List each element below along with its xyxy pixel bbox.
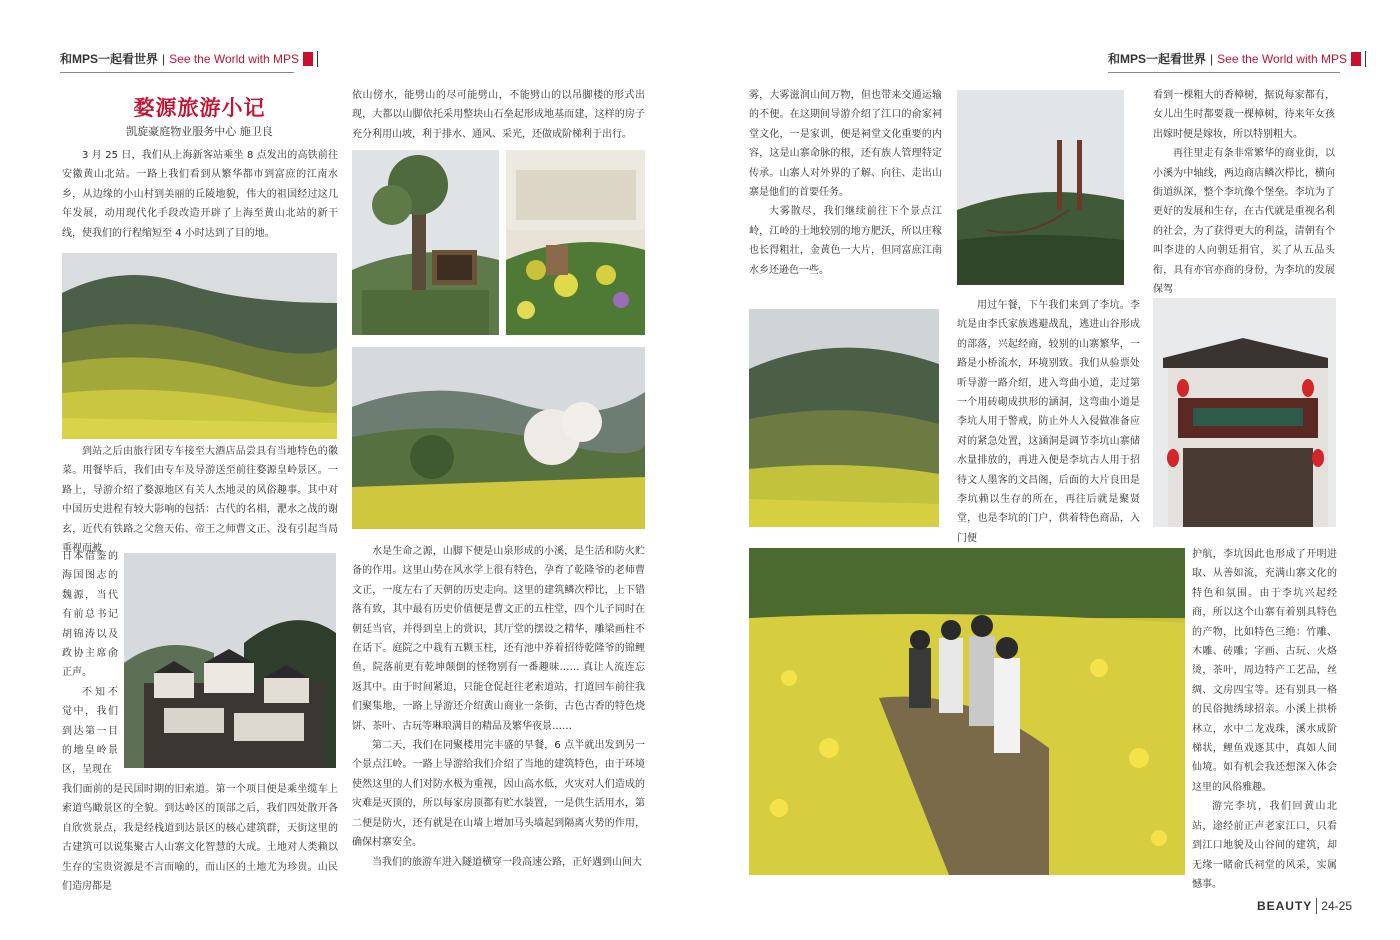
header-red-block bbox=[1351, 52, 1361, 66]
paragraph: 3 月 25 日，我们从上海新客站乘坐 8 点发出的高铁前往安徽黄山北站。一路上我们看到从繁华都市到富庶的江南水乡，从边缘的小山村到美丽的丘陵地貌，伟大的祖国经过这几年发展，动用现代化手段改造开辟了上海至黄山北站的新干线，使我们的行程缩短至 4 小时达到了目的地。 bbox=[62, 150, 338, 239]
paragraph: 依山傍水，能劈山的尽可能劈山，不能劈山的以吊脚楼的形式出现，大都以山脚依托采用整块山石垒起形成地基而建，这样的房子充分利用山坡，利于排水、通风、采光，还做成阶梯利于出行。 bbox=[352, 90, 645, 140]
header-cn: 和MPS一起看世界 bbox=[1108, 52, 1207, 66]
paragraph: 到站之后由旅行团专车接至大酒店品尝具有当地特色的徽菜。用餐毕后，我们由专车及导游送至前往婺源皇岭景区。一路上，导游介绍了婺源地区有关人杰地灵的风俗趣事。其中对中国历史进程有较大影响的包括：古代的名相，淝水之战的谢玄，近代有铁路之父詹天佑、帝王之师曹文正、没有引起当局重视而被 bbox=[62, 446, 338, 555]
col2-body bbox=[352, 542, 645, 872]
page-numbers: 24-25 bbox=[1321, 899, 1352, 913]
photo-ancient-building bbox=[1153, 298, 1336, 527]
col6-body bbox=[1192, 545, 1337, 894]
col1-closing bbox=[62, 780, 338, 896]
paragraph: 不知不觉中，我们到达第一目的地皇岭景区，呈现在 bbox=[62, 686, 118, 776]
paragraph: 当我们的旅游车进入隧道横穿一段高速公路，正好遇到山间大 bbox=[372, 856, 642, 868]
header-red-block bbox=[303, 52, 313, 66]
left-header-rule bbox=[60, 72, 294, 73]
col2-top bbox=[352, 86, 645, 144]
header-separator: | bbox=[1210, 51, 1214, 66]
col3-body bbox=[749, 86, 942, 280]
left-page-header bbox=[60, 50, 318, 67]
paragraph: 水是生命之源，山脚下便是山泉形成的小溪，是生活和防火贮备的作用。这里山势在风水学上很有特色，孕育了乾隆爷的老师曹文正，一度左右了天朝的历史走向。这里的建筑鳞次栉比，上下错落有致，其中最有历史价值便是曹文正的五柱堂，四个儿子同时在朝廷当官，并得到皇上的赏识，其厅堂的摆设之精华，雕梁画柱不在话下。庭院之中栽有五颗玉柱，还有池中养着招待乾隆爷的锦鲤鱼，院落前更有乾坤颠倒的怪物别有一番趣味…… 真让人流连忘返其中。由于时间紧迫，只能仓促赶往老索道站，打道回车前往我们聚集地，一路上导游还介绍黄山商业一条街，古色古香的特色烧饼、茶叶、古玩等琳琅满目的精品及繁华夜景…… bbox=[352, 546, 645, 732]
col5-body bbox=[1153, 86, 1335, 299]
col1-intro bbox=[62, 146, 338, 243]
article-author: 凯旋豪庭物业服务中心 施卫良 bbox=[126, 125, 273, 138]
photo-old-tree-sign bbox=[352, 150, 499, 335]
paragraph: 我们面前的是民国时期的旧索道。第一个项目便是乘坐缆车上索道鸟瞰景区的全貌。到达岭区的顶部之后，我们四处散开各自欣赏景点，我是经栈道到达景区的核心建筑群，天街这里的古建筑可以说集聚古人山寨文化智慧的大成。土地对人类赖以生存的宝贵资源是不言而喻的，而山区的土地尤为珍贵。山民们造房都是 bbox=[62, 784, 338, 893]
header-separator: | bbox=[162, 51, 166, 66]
col4-body bbox=[957, 296, 1140, 548]
paragraph: 看到一棵粗大的香樟树，据说每家都有，女儿出生时都要栽一棵樟树，待来年女孩出嫁时便是嫁妆，所以特别粗大。 bbox=[1153, 90, 1335, 140]
paragraph: 雾，大雾滋润山间万物，但也带来交通运输的不便。在这期间导游介绍了江口的俞家祠堂文化，一是家训，便是祠堂文化重要的内容，这是山寨命脉的根，还有族人管理特定传承。山寨人对外界的了解、向往、走出山寨是他们的首要任务。 bbox=[749, 90, 942, 199]
header-en: See the World with MPS bbox=[1217, 51, 1347, 66]
paragraph: 用过午餐，下午我们来到了李坑。李坑是由李氏家族逃避战乱，逃进山谷形成的部落，兴起经商，较别的山寨繁华，一路是小桥流水，环境别致。我们从验票处听导游一路介绍，进入弯曲小道，走过第一个用砖砌成拱形的涵洞，这弯曲小道是李坑人用于警戒，防止外人入侵做准备应对的紧急处置，这涵洞是调节李坑山寨储水量排放的，再进入便是李坑古人用于招待文人墨客的文昌阁，后面的大片良田是李坑赖以生存的所在，再往后就是聚贤堂，也是李坑的门户，供着特色商品，入门便 bbox=[957, 300, 1140, 544]
photo-group-rapeseed-field bbox=[749, 548, 1185, 875]
article-title: 婺源旅游小记 bbox=[133, 95, 266, 120]
header-bar bbox=[317, 51, 318, 67]
photo-suspension-bridge bbox=[957, 90, 1124, 285]
photo-flower-garden bbox=[506, 150, 645, 335]
page-footer bbox=[1257, 898, 1352, 914]
photo-terraced-hills bbox=[62, 253, 337, 439]
photo-blossom-valley bbox=[352, 347, 645, 529]
header-en: See the World with MPS bbox=[169, 51, 299, 66]
paragraph: 护航，李坑因此也形成了开明进取、从善如流，充满山寨文化的特色和氛围。由于李坑兴起经商，所以这个山寨有着别具特色的产物，比如特色三绝：竹雕、木雕、砖雕；字画、古玩、火烙烫，茶叶，周边特产工艺品，丝绸、文房四宝等。还有别具一格的民俗抛绣球招亲。小溪上拱桥林立，水中二龙戏珠，溪水成阶梯状，鲤鱼戏逐其中，真如人间仙境。如有机会我还想深入体会这里的风俗雅趣。 bbox=[1192, 549, 1337, 793]
paragraph: 游完李坑，我们回黄山北站，途经前正声老家江口，只看到江口地貌及山谷间的建筑，却无缘一睹俞氏祠堂的风采，实属憾事。 bbox=[1192, 801, 1337, 890]
paragraph: 大雾散尽，我们继续前往下个景点江岭，江岭的土地较别的地方肥沃，所以庄稼也长得粗壮，金黄色一大片，但同富庶江南水乡还逊色一些。 bbox=[749, 206, 942, 276]
photo-valley-fields bbox=[749, 309, 939, 527]
header-bar bbox=[1365, 51, 1366, 67]
right-header-rule bbox=[1108, 72, 1340, 73]
paragraph: 第二天，我们在同聚楼用完丰盛的早餐，6 点半就出发到另一个景点江岭。一路上导游给我们介绍了当地的建筑特色，由于环境使然这里的人们对防水极为重视，因山高水低，火灾对人们造成的灾难是灭顶的，所以每家房顶都有贮水装置，一是供生活用水，第二便是防火，还有就是在山墙上增加马头墙起到隔离火势的作用，确保村寨安全。 bbox=[352, 740, 645, 849]
footer-brand: BEAUTY bbox=[1256, 899, 1313, 913]
paragraph: 再往里走有条非常繁华的商业街，以小溪为中轴线，两边商店鳞次栉比，横向街道纵深，整个李坑像个堡垒。李坑为了更好的发展和生存，在古代就是重视名利的社会，为了获得更大的利益，清朝有个叫李进的人向朝廷捐官，买了从五品头衔，具有亦官亦商的身份，为李坑的发展保驾 bbox=[1153, 148, 1335, 296]
footer-bar bbox=[1316, 898, 1317, 914]
right-page-header bbox=[1108, 50, 1366, 67]
photo-village-hillside bbox=[124, 553, 336, 768]
paragraph: 日本借鉴的海国图志的魏源，当代有前总书记胡锦涛以及政协主席俞正声。 bbox=[62, 551, 118, 679]
header-cn: 和MPS一起看世界 bbox=[60, 52, 159, 66]
col1-arrival bbox=[62, 442, 338, 558]
col1-narrow-text bbox=[62, 547, 118, 780]
